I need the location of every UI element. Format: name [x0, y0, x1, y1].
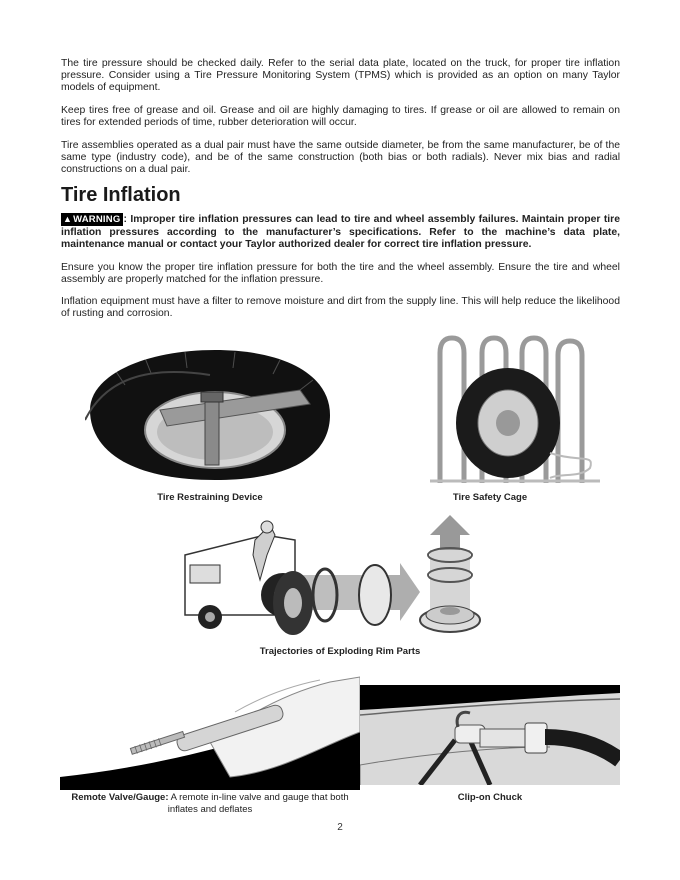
caption-remote-valve-label: Remote Valve/Gauge:: [71, 792, 169, 803]
page-number: 2: [337, 822, 343, 833]
paragraph-dual-pair: Tire assemblies operated as a dual pair must have the same outside diameter, be from the same manufacturer, be of the same type (industry code), and be of the same construction (both bias or both radials). Never mix bias and radial constructions on a dual pair.: [61, 140, 620, 175]
tire-safety-cage-image: [430, 333, 600, 485]
paragraph-tire-pressure: The tire pressure should be checked daily. Refer to the serial data plate, located on the truck, for proper tire inflation pressure. Consider using a Tire Pressure Monitoring System (TPMS) which is provided as an option on many Taylor models of equipment.: [61, 58, 620, 93]
warning-text: : Improper tire inflation pressures can lead to tire and wheel assembly failures. Maintain proper tire inflation pressures according to the manufacturer’s specifications. Refer to the machine’s data plate, maintenance manual or contact your Taylor authorized dealer for correct tire inflation pressure.: [61, 214, 620, 250]
warning-badge: [61, 213, 123, 226]
paragraph-filter: Inflation equipment must have a filter to remove moisture and dirt from the supply line. This will help reduce the likelihood of rusting and corrosion.: [61, 296, 620, 319]
caption-clip-on-chuck: Clip-on Chuck: [457, 792, 523, 803]
paragraph-grease-oil: Keep tires free of grease and oil. Grease and oil are highly damaging to tires. If grease or oil are allowed to remain on tires for extended periods of time, rubber deterioration will occur.: [61, 105, 620, 128]
caption-remote-valve: [70, 792, 350, 816]
caption-safety-cage: Tire Safety Cage: [452, 492, 528, 503]
remote-valve-gauge-image: [60, 672, 360, 790]
caption-restraining-device: Tire Restraining Device: [157, 492, 263, 503]
clip-on-chuck-image: [360, 685, 620, 785]
warning-triangle-icon: ▲: [63, 214, 73, 224]
caption-remote-valve-description: A remote in-line valve and gauge that both inflates and deflates: [167, 792, 349, 815]
warning-paragraph: [61, 213, 620, 252]
caption-trajectories: Trajectories of Exploding Rim Parts: [259, 646, 421, 657]
warning-label: WARNING: [73, 214, 121, 225]
exploding-rim-trajectories-image: [175, 515, 505, 640]
tire-restraining-device-image: [85, 340, 335, 485]
section-heading: Tire Inflation: [61, 184, 181, 206]
paragraph-inflation-pressure: Ensure you know the proper tire inflation pressure for both the tire and the wheel assembly. Ensure the tire and wheel assembly are properly matched for the inflation pressure.: [61, 262, 620, 285]
